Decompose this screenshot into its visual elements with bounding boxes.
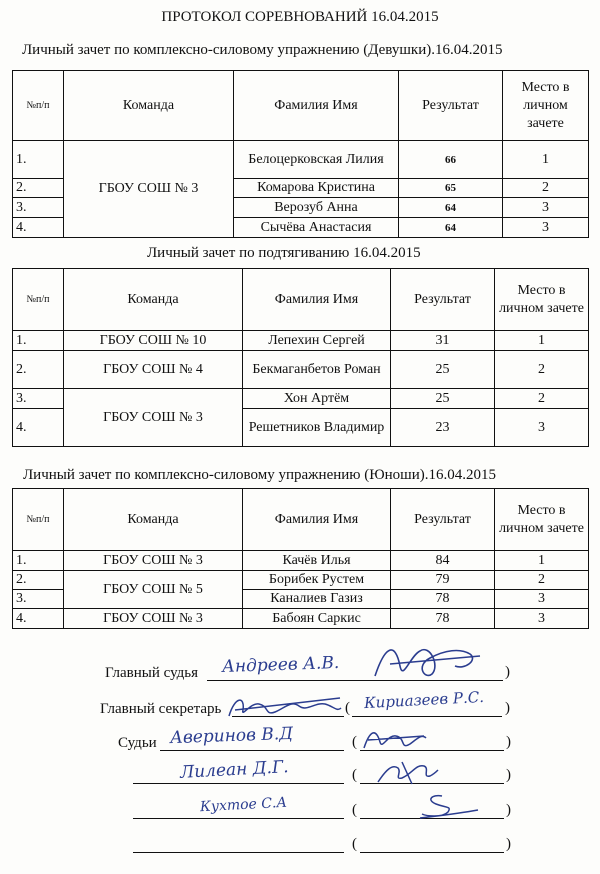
row-num: 4.: [13, 218, 64, 238]
row-place: 2: [495, 571, 589, 590]
paren-close: ): [506, 802, 511, 818]
row-name: Бекмаганбетов Роман: [243, 351, 391, 389]
table-row: [13, 551, 589, 571]
section2-title: Личный зачет по подтягиванию 16.04.2015: [147, 245, 421, 261]
row-num: 3.: [13, 590, 64, 609]
team-cell: ГБОУ СОШ № 3: [64, 141, 234, 238]
row-place: 3: [495, 409, 589, 447]
row-result: 78: [391, 609, 495, 629]
judge3-signature-icon: [412, 790, 482, 824]
row-num: 4.: [13, 409, 64, 447]
chief-judge-label: Главный судья: [105, 665, 199, 681]
table-row: [13, 609, 589, 629]
table-row: [13, 351, 589, 389]
row-result: 79: [391, 571, 495, 590]
table-row: [13, 571, 589, 590]
paren-close: ): [506, 734, 511, 750]
header-team: Команда: [64, 489, 243, 551]
row-place: 1: [503, 141, 589, 179]
header-num: №п/п: [13, 71, 64, 141]
row-place: 2: [495, 389, 589, 409]
judge3-line: [133, 818, 344, 819]
section1-title: Личный зачет по комплексно-силовому упражнению (Девушки).16.04.2015: [22, 42, 503, 58]
team-cell: ГБОУ СОШ № 10: [64, 331, 243, 351]
row-place: 2: [503, 179, 589, 198]
row-result: 78: [391, 590, 495, 609]
row-num: 2.: [13, 351, 64, 389]
judge1-handwriting: Аверинов В.Д: [169, 723, 294, 749]
judge2-line: [133, 783, 344, 784]
row-result: 25: [391, 351, 495, 389]
header-name: Фамилия Имя: [243, 269, 391, 331]
header-result: Результат: [399, 71, 503, 141]
table-row: [13, 141, 589, 179]
row-result: 65: [399, 179, 503, 198]
row-name: Комарова Кристина: [234, 179, 399, 198]
row-place: 1: [495, 331, 589, 351]
row-name: Хон Артём: [243, 389, 391, 409]
paren-open: (: [352, 802, 357, 818]
paren-open: (: [352, 767, 357, 783]
row-place: 3: [495, 609, 589, 629]
row-result: 64: [399, 198, 503, 218]
row-num: 1.: [13, 141, 64, 179]
paren-close: ): [505, 664, 510, 680]
row-place: 3: [495, 590, 589, 609]
page-title: ПРОТОКОЛ СОРЕВНОВАНИЙ 16.04.2015: [161, 9, 439, 25]
header-num: №п/п: [13, 489, 64, 551]
header-team: Команда: [64, 71, 234, 141]
judge2-signature-icon: [372, 756, 442, 788]
chief-secretary-name-line: [352, 716, 502, 717]
judges-label: Судьи: [118, 735, 157, 751]
paren-close: ): [506, 767, 511, 783]
judge2-handwriting: Лилеан Д.Г.: [179, 757, 290, 783]
judge3-handwriting: Кухтое С.А: [199, 794, 288, 816]
row-name: Сычёва Анастасия: [234, 218, 399, 238]
paren-open: (: [345, 700, 350, 716]
row-num: 3.: [13, 389, 64, 409]
paren-open: (: [352, 734, 357, 750]
header-place: Место в личном зачете: [495, 269, 589, 331]
chief-secretary-handwriting: Кириазеев Р.С.: [363, 687, 485, 713]
table-row: [13, 331, 589, 351]
judge4-line: [133, 852, 344, 853]
paren-close: ): [506, 836, 511, 852]
row-place: 3: [503, 198, 589, 218]
row-name: Борибек Рустем: [243, 571, 391, 590]
row-num: 1.: [13, 551, 64, 571]
row-place: 1: [495, 551, 589, 571]
section3-table: [12, 488, 589, 629]
row-num: 2.: [13, 179, 64, 198]
chief-secretary-label: Главный секретарь: [100, 701, 222, 717]
judge1-line: [160, 750, 344, 751]
row-num: 4.: [13, 609, 64, 629]
row-place: 3: [503, 218, 589, 238]
row-num: 1.: [13, 331, 64, 351]
row-place: 2: [495, 351, 589, 389]
table-row: [13, 389, 589, 409]
paren-open: (: [352, 836, 357, 852]
row-name: Каналиев Газиз: [243, 590, 391, 609]
row-name: Верозуб Анна: [234, 198, 399, 218]
header-team: Команда: [64, 269, 243, 331]
row-result: 25: [391, 389, 495, 409]
header-name: Фамилия Имя: [243, 489, 391, 551]
row-result: 64: [399, 218, 503, 238]
row-result: 23: [391, 409, 495, 447]
row-name: Решетников Владимир: [243, 409, 391, 447]
team-cell: ГБОУ СОШ № 5: [64, 571, 243, 609]
chief-judge-handwriting: Андреев А.В.: [221, 652, 340, 678]
row-result: 31: [391, 331, 495, 351]
header-result: Результат: [391, 269, 495, 331]
judge1-signature-icon: [360, 724, 430, 756]
row-num: 3.: [13, 198, 64, 218]
header-name: Фамилия Имя: [234, 71, 399, 141]
chief-secretary-signature-icon: [225, 690, 345, 724]
section1-table: [12, 70, 589, 238]
row-num: 2.: [13, 571, 64, 590]
header-place: Место в личном зачете: [503, 71, 589, 141]
row-name: Лепехин Сергей: [243, 331, 391, 351]
header-result: Результат: [391, 489, 495, 551]
team-cell: ГБОУ СОШ № 3: [64, 551, 243, 571]
team-cell: ГБОУ СОШ № 3: [64, 609, 243, 629]
team-cell: ГБОУ СОШ № 4: [64, 351, 243, 389]
paren-close: ): [505, 700, 510, 716]
row-name: Качёв Илья: [243, 551, 391, 571]
judge4-sign-line: [360, 852, 504, 853]
row-result: 66: [399, 141, 503, 179]
chief-judge-signature-icon: [370, 636, 490, 686]
section3-title: Личный зачет по комплексно-силовому упражнению (Юноши).16.04.2015: [23, 467, 497, 483]
header-num: №п/п: [13, 269, 64, 331]
row-result: 84: [391, 551, 495, 571]
row-name: Бабоян Саркис: [243, 609, 391, 629]
section2-table: [12, 268, 589, 447]
row-name: Белоцерковская Лилия: [234, 141, 399, 179]
team-cell: ГБОУ СОШ № 3: [64, 389, 243, 447]
header-place: Место в личном зачете: [495, 489, 589, 551]
